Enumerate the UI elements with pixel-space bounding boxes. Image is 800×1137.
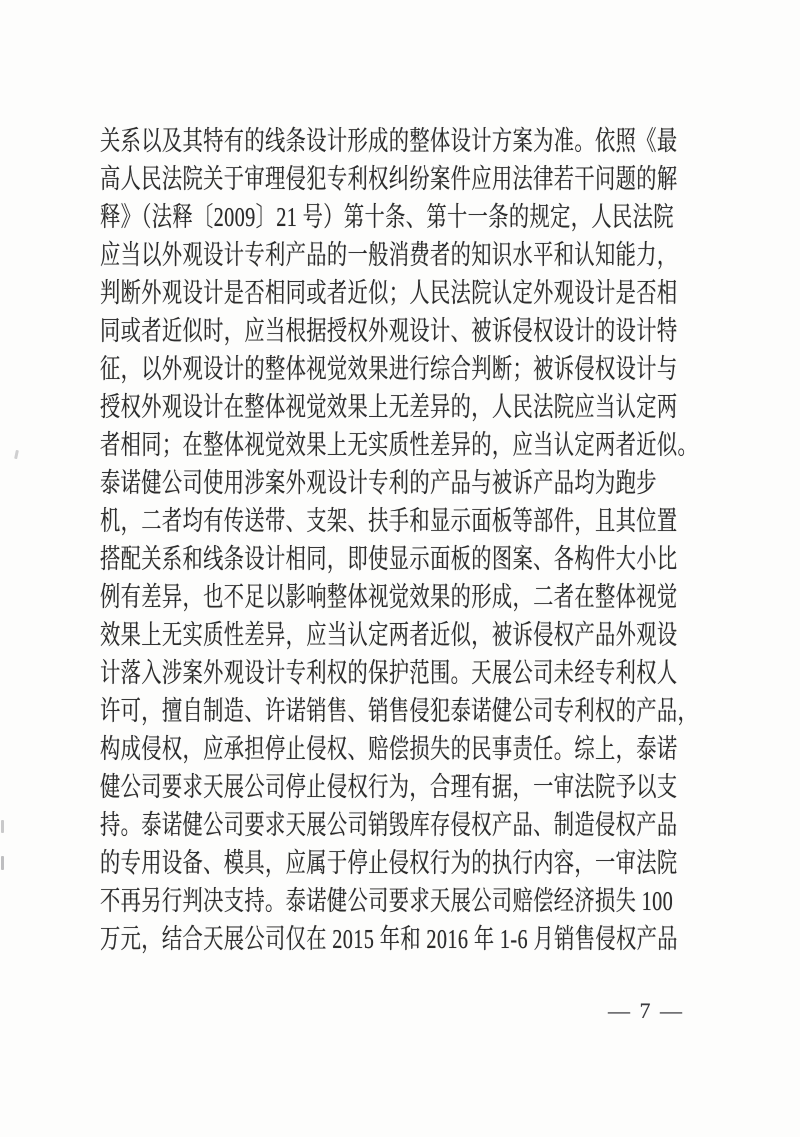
- text-line: 机，二者均有传送带、支架、扶手和显示面板等部件，且其位置: [100, 506, 678, 536]
- text-line: 征，以外观设计的整体视觉效果进行综合判断；被诉侵权设计与: [100, 354, 678, 384]
- text-line: 构成侵权，应承担停止侵权、赔偿损失的民事责任。综上，泰诺: [100, 734, 678, 764]
- text-line: 健公司要求天展公司停止侵权行为，合理有据，一审法院予以支: [100, 772, 678, 802]
- text-line: 的专用设备、模具，应属于停止侵权行为的执行内容，一审法院: [100, 848, 678, 878]
- text-line: 万元，结合天展公司仅在 2015 年和 2016 年 1-6 月销售侵权产品: [100, 924, 678, 954]
- text-line: 判断外观设计是否相同或者近似；人民法院认定外观设计是否相: [100, 278, 678, 308]
- text-line: 同或者近似时，应当根据授权外观设计、被诉侵权设计的设计特: [100, 316, 678, 346]
- text-line: 关系以及其特有的线条设计形成的整体设计方案为准。依照《最: [100, 126, 678, 156]
- text-line: 搭配关系和线条设计相同，即使显示面板的图案、各构件大小比: [100, 544, 678, 574]
- text-line: 者相同；在整体视觉效果上无实质性差异的，应当认定两者近似。: [100, 430, 699, 460]
- text-line: 应当以外观设计专利产品的一般消费者的知识水平和认知能力，: [100, 240, 678, 270]
- text-line: 高人民法院关于审理侵犯专利权纠纷案件应用法律若干问题的解: [100, 164, 678, 194]
- text-line: 持。泰诺健公司要求天展公司销毁库存侵权产品、制造侵权产品: [100, 810, 678, 840]
- judgment-text-block: [100, 122, 703, 958]
- scan-edge-mark: [1, 820, 4, 833]
- text-line: 泰诺健公司使用涉案外观设计专利的产品与被诉产品均为跑步: [100, 468, 657, 498]
- text-line: 计落入涉案外观设计专利权的保护范围。天展公司未经专利权人: [100, 658, 678, 688]
- text-line: 释》（法释〔2009〕21 号）第十条、第十一条的规定，人民法院: [100, 202, 674, 232]
- text-line: 效果上无实质性差异，应当认定两者近似，被诉侵权产品外观设: [100, 620, 678, 650]
- scan-speck: [14, 450, 19, 459]
- text-line: 许可，擅自制造、许诺销售、销售侵犯泰诺健公司专利权的产品，: [100, 696, 699, 726]
- text-line: 不再另行判决支持。泰诺健公司要求天展公司赔偿经济损失 100: [100, 886, 674, 916]
- scan-edge-mark: [1, 856, 4, 870]
- text-line: 例有差异，也不足以影响整体视觉效果的形成，二者在整体视觉: [100, 582, 678, 612]
- page-number: — 7 —: [608, 998, 684, 1023]
- text-line: 授权外观设计在整体视觉效果上无差异的，人民法院应当认定两: [100, 392, 678, 422]
